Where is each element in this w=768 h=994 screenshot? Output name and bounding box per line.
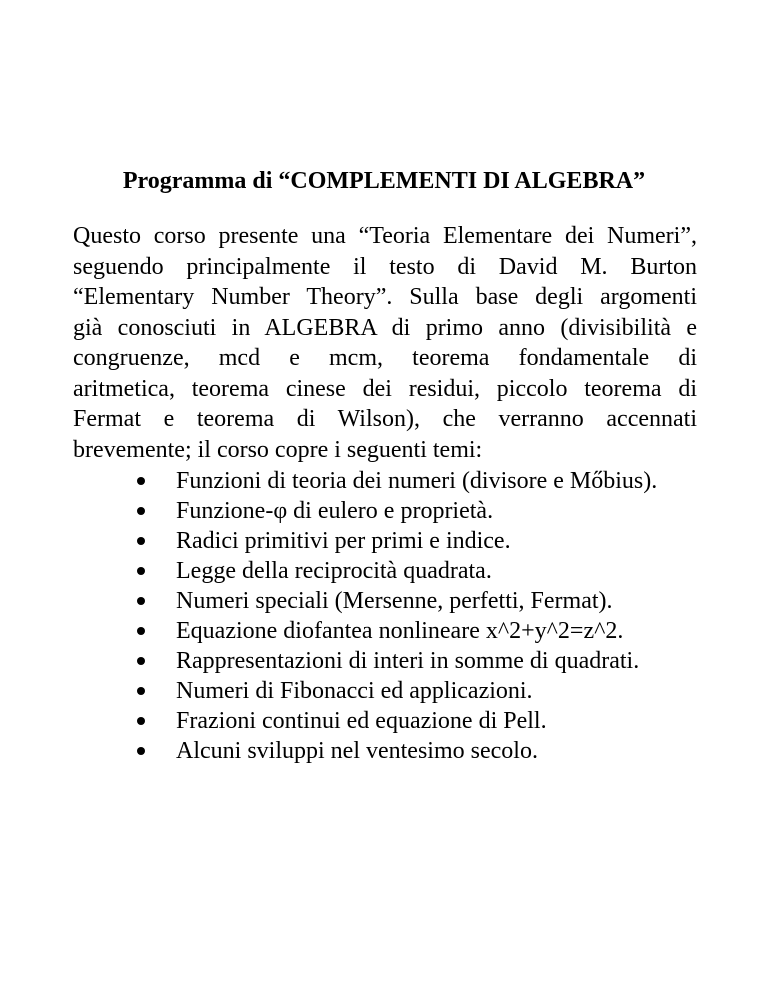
list-item <box>130 586 730 616</box>
intro-line: “Elementary Number Theory”. Sulla base degli argomenti <box>73 284 697 310</box>
list-item <box>130 526 730 556</box>
bullet-icon <box>137 627 145 635</box>
topic-text: Numeri speciali (Mersenne, perfetti, Fermat). <box>176 588 613 614</box>
intro-line: Questo corso presente una “Teoria Elementare dei Numeri”, <box>73 223 697 249</box>
topic-text: Equazione diofantea nonlineare x^2+y^2=z^2. <box>176 618 624 644</box>
list-item <box>130 676 730 706</box>
bullet-icon <box>137 597 145 605</box>
bullet-icon <box>137 537 145 545</box>
bullet-icon <box>137 747 145 755</box>
intro-line: seguendo principalmente il testo di David M. Burton <box>73 253 697 280</box>
topic-text: Funzioni di teoria dei numeri (divisore e Mőbius). <box>176 468 658 494</box>
list-item <box>130 706 730 736</box>
list-item <box>130 736 730 766</box>
bullet-icon <box>137 477 145 485</box>
topic-text: Frazioni continui ed equazione di Pell. <box>176 708 547 734</box>
bullet-icon <box>137 687 145 695</box>
topic-text: Alcuni sviluppi nel ventesimo secolo. <box>176 738 538 764</box>
intro-line: brevemente; il corso copre i seguenti temi: <box>73 436 483 463</box>
list-item <box>130 466 730 496</box>
topic-text: Funzione-φ di eulero e proprietà. <box>176 498 494 524</box>
bullet-icon <box>137 717 145 725</box>
list-item <box>130 616 730 646</box>
intro-line: congruenze, mcd e mcm, teorema fondamentale di <box>73 345 697 371</box>
list-item <box>130 496 730 526</box>
topics-list <box>130 466 730 766</box>
topic-text: Numeri di Fibonacci ed applicazioni. <box>176 678 533 704</box>
bullet-icon <box>137 567 145 575</box>
topic-text: Rappresentazioni di interi in somme di quadrati. <box>176 648 640 674</box>
intro-paragraph <box>73 221 697 465</box>
bullet-icon <box>137 657 145 665</box>
intro-line: già conosciuti in ALGEBRA di primo anno (divisibilità e <box>73 314 697 341</box>
list-item <box>130 646 730 676</box>
list-item <box>130 556 730 586</box>
bullet-icon <box>137 507 145 515</box>
topic-text: Radici primitivi per primi e indice. <box>176 528 511 554</box>
document-title: Programma di “COMPLEMENTI DI ALGEBRA” <box>122 168 646 194</box>
intro-line: Fermat e teorema di Wilson), che verranno accennati <box>73 406 697 432</box>
topic-text: Legge della reciprocità quadrata. <box>176 558 492 584</box>
intro-line: aritmetica, teorema cinese dei residui, piccolo teorema di <box>73 375 697 402</box>
